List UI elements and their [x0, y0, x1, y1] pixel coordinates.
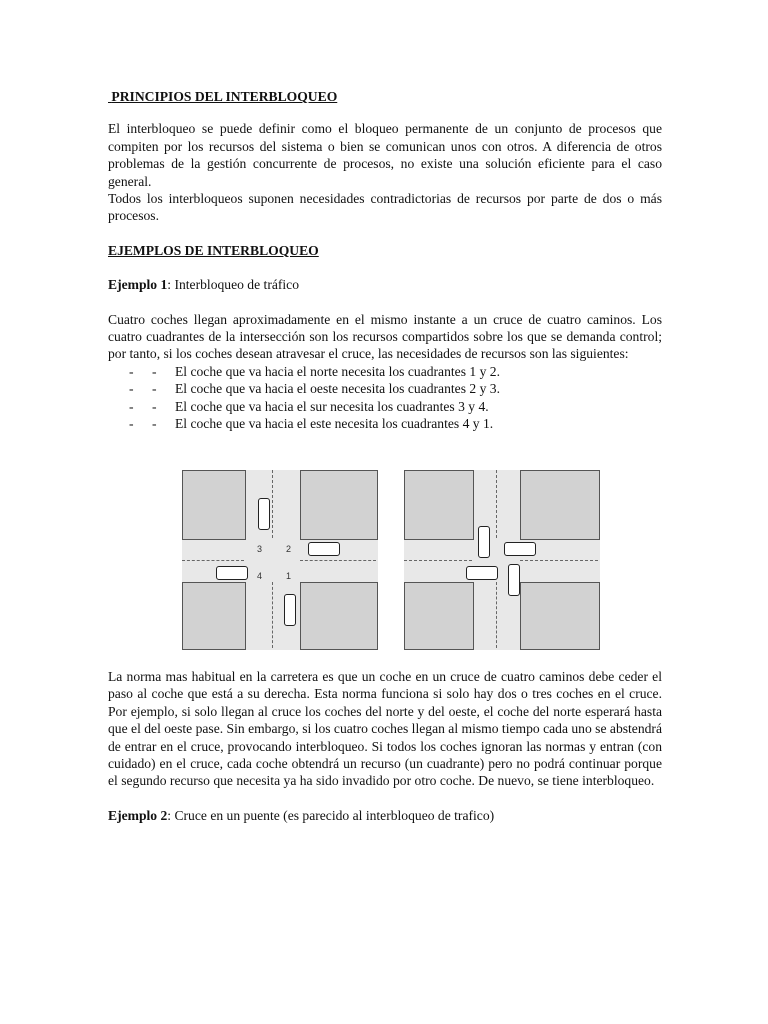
lane-marking	[182, 560, 244, 561]
example1-description: Cuatro coches llegan aproximadamente en el mismo instante a un cruce de cuatro caminos. Los cuatro cuadrantes de la intersección son los recursos compartidos sobre los que se demanda control; por tanto, si los coches desean atravesar el cruce, las necesidades de recursos son las siguientes:	[108, 311, 662, 362]
car-southbound	[258, 498, 270, 530]
intersection-figure-approaching	[182, 470, 378, 650]
car-eastbound	[216, 566, 248, 580]
list-item: - - El coche que va hacia el este necesita los cuadrantes 4 y 1.	[129, 416, 494, 432]
car-northbound	[284, 594, 296, 626]
car-in-quadrant	[466, 566, 498, 580]
lane-marking	[272, 470, 273, 538]
intersection-figure-deadlock	[404, 470, 600, 650]
corner-block	[520, 470, 600, 540]
quadrant-label-3: 3	[257, 544, 263, 554]
list-item: - - El coche que va hacia el sur necesita los cuadrantes 3 y 4.	[129, 398, 489, 414]
lane-marking	[300, 560, 376, 561]
corner-block	[520, 582, 600, 650]
traffic-figures	[182, 470, 622, 650]
examples-heading: EJEMPLOS DE INTERBLOQUEO	[108, 242, 319, 258]
lane-marking	[272, 582, 273, 648]
lane-marking	[496, 582, 497, 648]
quadrant-label-2: 2	[286, 544, 292, 554]
lane-marking	[496, 470, 497, 538]
list-item: - - El coche que va hacia el norte necesita los cuadrantes 1 y 2.	[129, 363, 500, 379]
lane-marking	[404, 560, 472, 561]
intro-paragraph-2: Todos los interbloqueos suponen necesidades contradictorias de recursos por parte de dos o más procesos.	[108, 191, 662, 224]
car-in-quadrant	[478, 526, 490, 558]
section-title-text: PRINCIPIOS DEL INTERBLOQUEO	[111, 89, 338, 104]
corner-block	[182, 582, 246, 650]
requirements-list	[108, 363, 662, 433]
lane-marking	[520, 560, 598, 561]
list-item: - - El coche que va hacia el oeste necesita los cuadrantes 2 y 3.	[129, 381, 500, 397]
example2-line	[108, 807, 662, 824]
corner-block	[404, 582, 474, 650]
example2-text: : Cruce en un puente (es parecido al interbloqueo de trafico)	[167, 807, 495, 823]
corner-block	[182, 470, 246, 540]
section-title	[108, 88, 662, 105]
document-body-continued	[108, 668, 662, 824]
quadrant-label-4: 4	[257, 571, 263, 581]
car-westbound	[308, 542, 340, 556]
car-in-quadrant	[504, 542, 536, 556]
norma-paragraph: La norma mas habitual en la carretera es que un coche en un cruce de cuatro caminos debe ceder el paso al coche que está a su derecha. Esta norma funciona si solo hay dos o tres coches en el cruce. Por ejemplo, si solo llegan al cruce los coches del norte y del oeste, el coche del norte esperará hasta que el del oeste pase. Sin embargo, si los cuatro coches llegan al mismo tiempo cada uno se abstendrá de entrar en el cruce, provocando interbloqueo. Si todos los coches ignoran las normas y entran (con cuidado) en el cruce, cada coche obtendrá un recurso (un cuadrante) pero no podrá continuar porque el segundo recurso que necesita ya ha sido invadido por otro coche. De nuevo, se tiene interbloqueo.	[108, 669, 662, 789]
corner-block	[300, 582, 378, 650]
car-in-quadrant	[508, 564, 520, 596]
intro-paragraph-1: El interbloqueo se puede definir como el bloqueo permanente de un conjunto de procesos que compiten por los recursos del sistema o bien se comunican unos con otros. A diferencia de otros problemas de la gestión concurrente de procesos, no existe una solución eficiente para el caso general.	[108, 121, 662, 189]
document-body	[108, 88, 662, 433]
example2-label: Ejemplo 2	[108, 807, 168, 823]
example1-label: Ejemplo 1	[108, 277, 168, 293]
corner-block	[404, 470, 474, 540]
example1-text: : Interbloqueo de tráfico	[167, 277, 300, 293]
example1-line	[108, 276, 662, 293]
quadrant-label-1: 1	[286, 571, 292, 581]
corner-block	[300, 470, 378, 540]
